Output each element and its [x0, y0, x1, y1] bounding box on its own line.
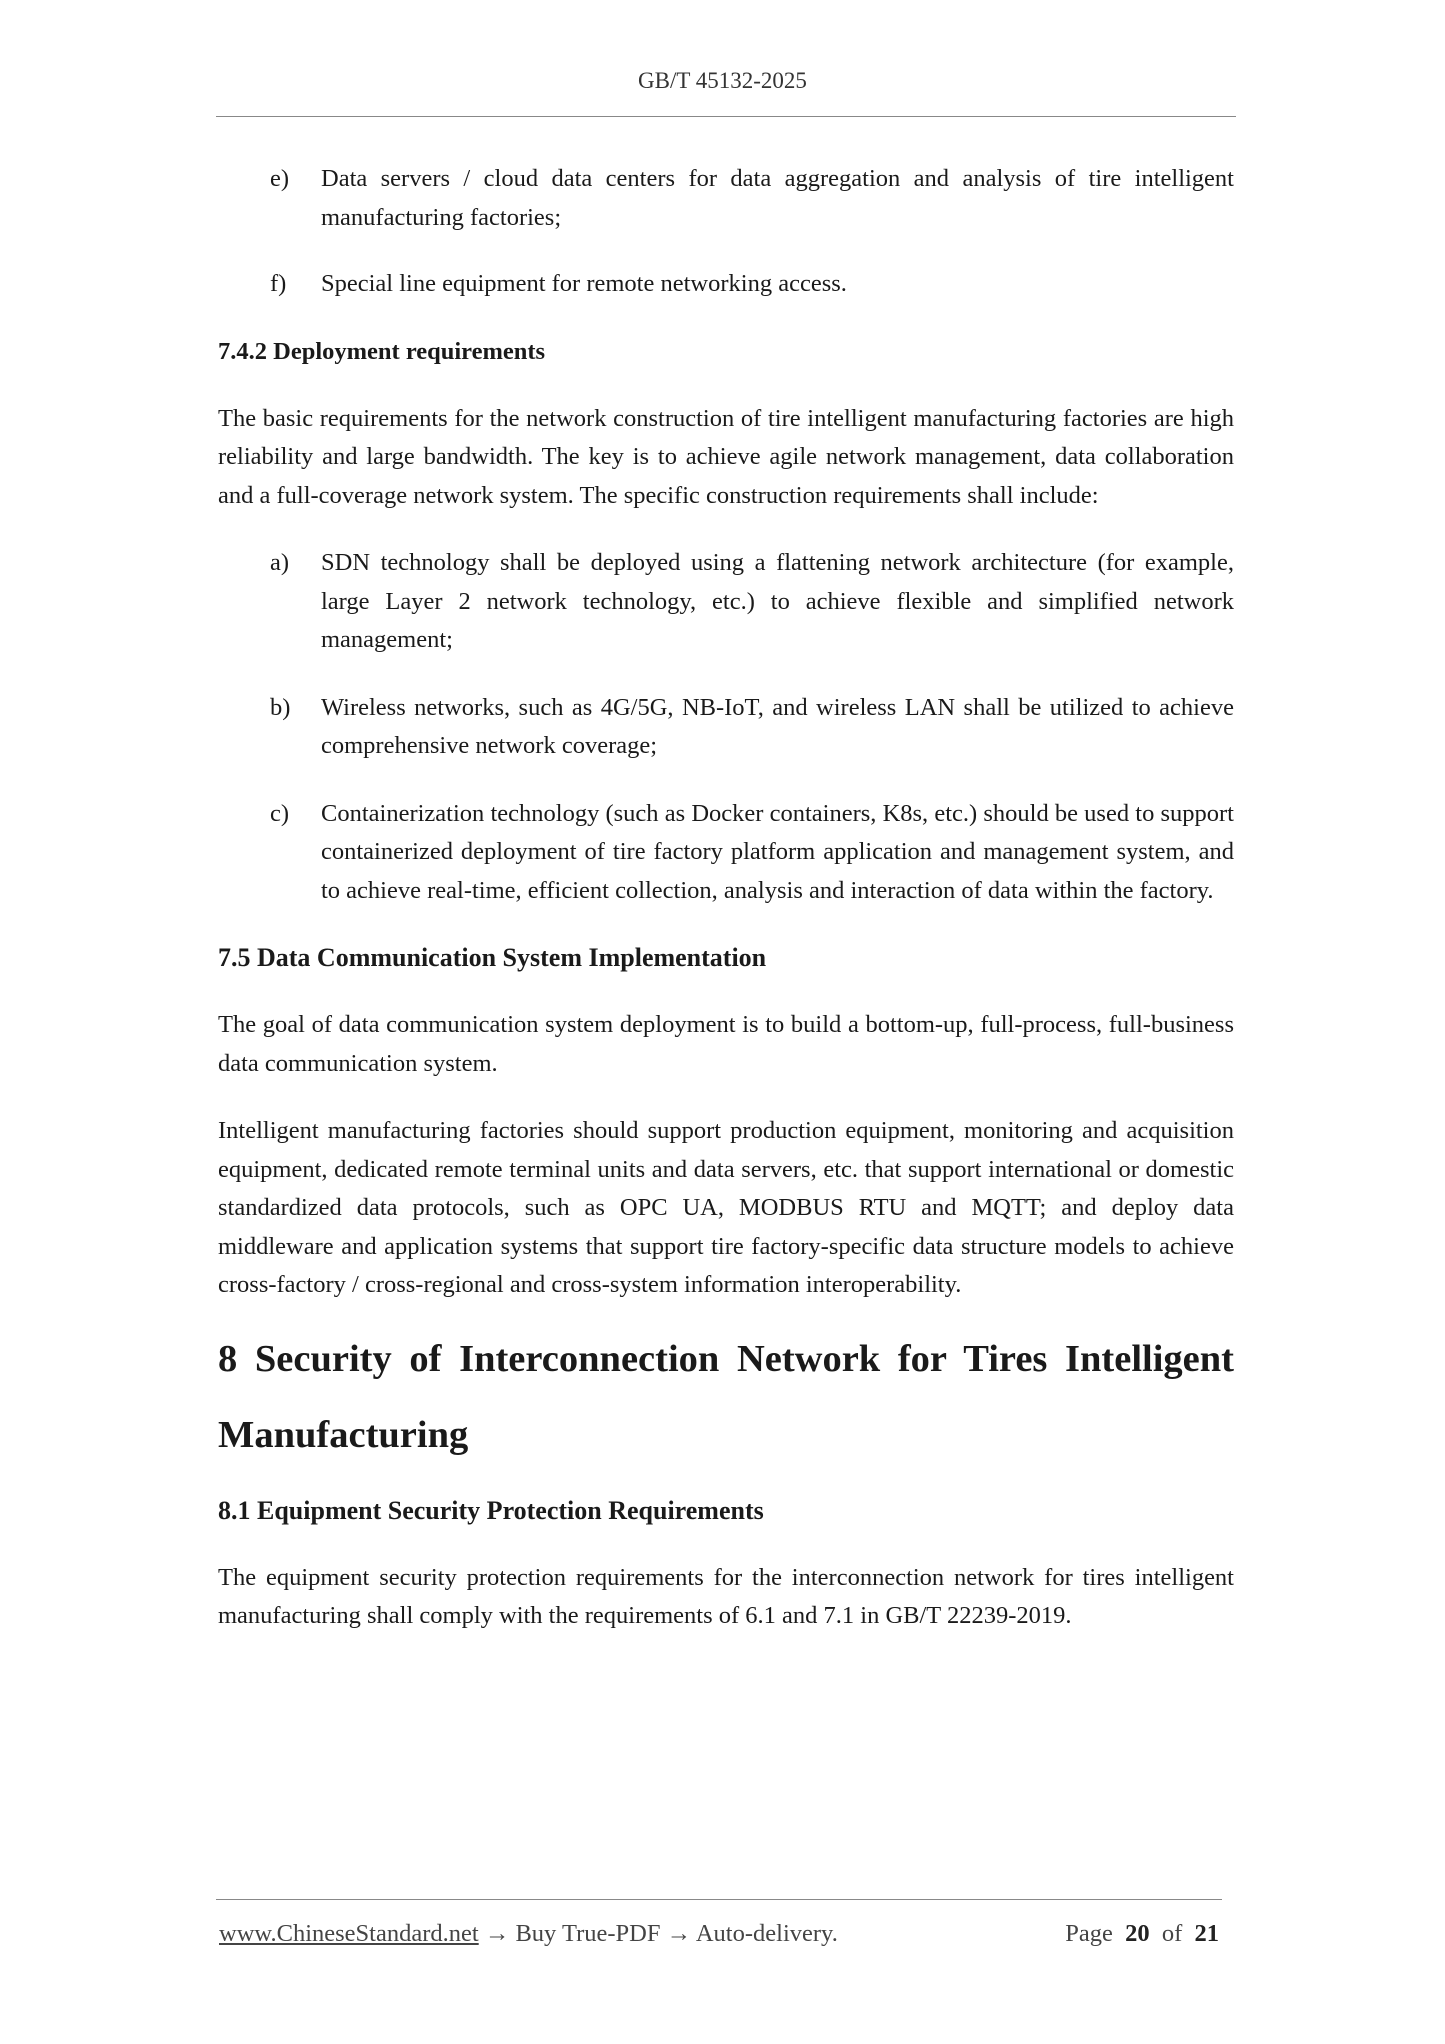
page-footer: [219, 1920, 1219, 1948]
page-total: 21: [1194, 1920, 1219, 1947]
list-marker: a): [270, 549, 290, 576]
list-item-c: [218, 795, 1234, 911]
footer-note: → Buy True-PDF → Auto-delivery.: [478, 1920, 838, 1947]
header-divider: [216, 116, 1236, 117]
list-item-e: [218, 160, 1234, 237]
list-item-text: SDN technology shall be deployed using a flattening network architecture (for example, large Layer 2 network technology, etc.) to achieve flexible and simplified network management;: [321, 549, 1234, 653]
list-marker: f): [270, 270, 287, 297]
of-label: of: [1161, 1920, 1183, 1947]
list-item-b: [218, 689, 1234, 766]
page-number: [1065, 1920, 1219, 1948]
page-current: 20: [1125, 1920, 1150, 1947]
website-link[interactable]: www.ChineseStandard.net: [219, 1920, 479, 1947]
list-marker: e): [270, 165, 290, 192]
paragraph-data-communication-goal: The goal of data communication system deployment is to build a bottom-up, full-process, full-business data communication system.: [218, 1011, 1234, 1077]
footer-divider: [216, 1899, 1222, 1900]
list-item-f: [218, 265, 1234, 304]
list-item-text: Data servers / cloud data centers for data aggregation and analysis of tire intelligent manufacturing factories;: [321, 165, 1234, 231]
list-marker: b): [270, 693, 291, 721]
page-content: [218, 160, 1234, 1636]
paragraph-data-communication-detail: Intelligent manufacturing factories should support production equipment, monitoring and acquisition equipment, dedicated remote terminal units and data servers, etc. that support international or domestic standardized data protocols, such as OPC UA, MODBUS RTU and MQTT; and deploy data middleware and application systems that support tire factory-specific data structure models to achieve cross-factory / cross-regional and cross-system information interoperability.: [218, 1117, 1234, 1298]
paragraph-equipment-security: The equipment security protection requirements for the interconnection network for tires intelligent manufacturing shall comply with the requirements of 6.1 and 7.1 in GB/T 22239-2019.: [218, 1563, 1234, 1629]
section-heading-8-1: 8.1 Equipment Security Protection Requirements: [218, 1495, 764, 1525]
list-marker: c): [270, 799, 290, 827]
chapter-heading-8: 8 Security of Interconnection Network for Tires Intelligent Manufacturing: [218, 1337, 1234, 1456]
section-heading-7-4-2: 7.4.2 Deployment requirements: [218, 337, 546, 365]
list-item-text: Containerization technology (such as Docker containers, K8s, etc.) should be used to support containerized deployment of tire factory platform application and management system, and to achieve real-time, efficient collection, analysis and interaction of data within the factory.: [321, 799, 1234, 904]
list-item-text: Special line equipment for remote networking access.: [321, 270, 847, 297]
section-heading-7-5: 7.5 Data Communication System Implementation: [218, 943, 767, 972]
list-item-text: Wireless networks, such as 4G/5G, NB-IoT, and wireless LAN shall be utilized to achieve comprehensive network coverage;: [321, 693, 1234, 759]
page-label: Page: [1065, 1920, 1113, 1947]
document-header: GB/T 45132-2025: [638, 68, 807, 93]
paragraph-deployment-intro: The basic requirements for the network construction of tire intelligent manufacturing factories are high reliability and large bandwidth. The key is to achieve agile network management, data collaboration and a full-coverage network system. The specific construction requirements shall include:: [218, 404, 1234, 509]
list-item-a: [218, 544, 1234, 660]
